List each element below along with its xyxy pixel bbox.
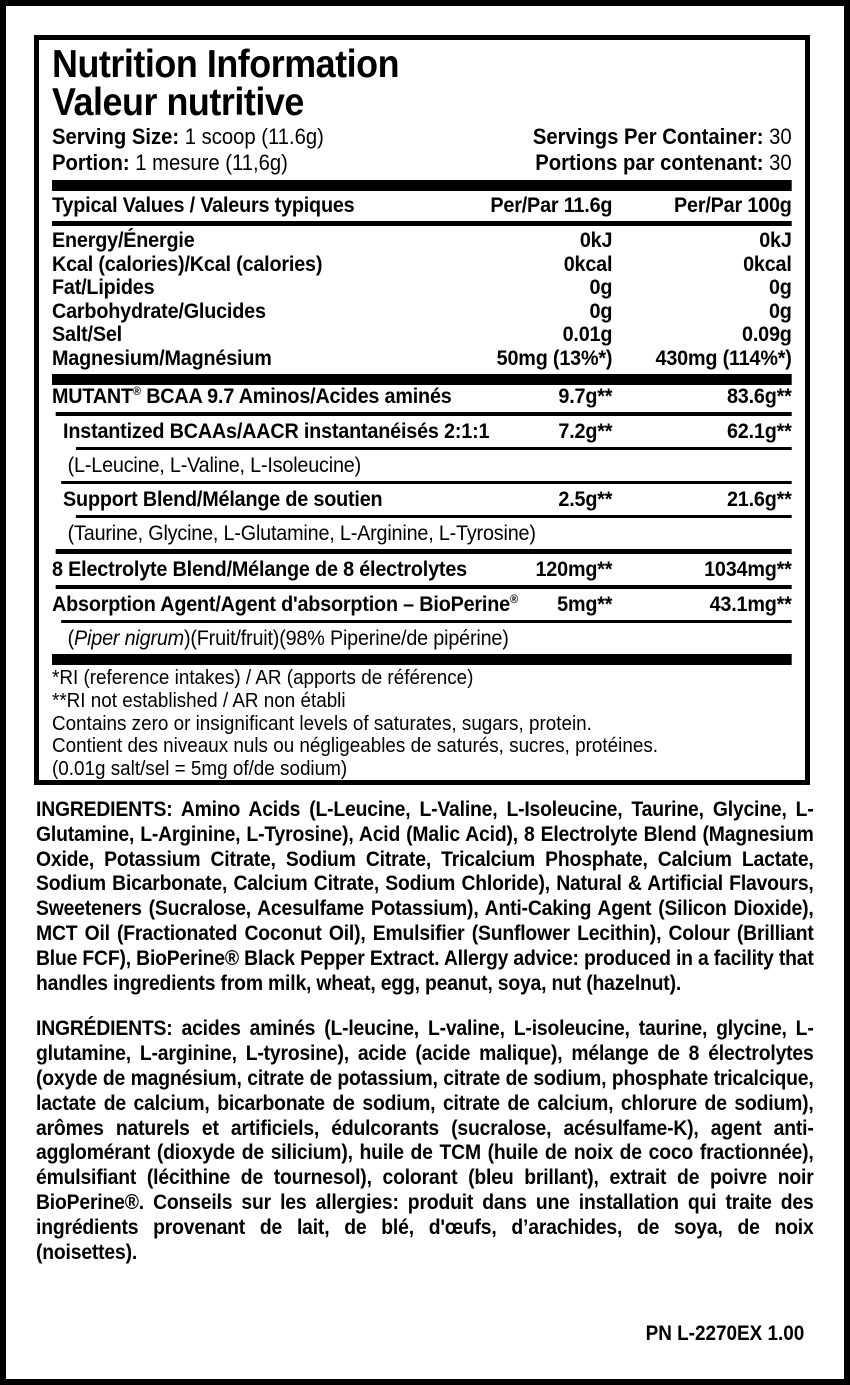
servings-per-container-line bbox=[533, 124, 792, 150]
servings-per-container-value: 30 bbox=[769, 124, 792, 149]
row-divider bbox=[76, 447, 792, 450]
footnote-salt-sodium: (0.01g salt/sel = 5mg of/de sodium) bbox=[52, 757, 348, 781]
panel-title-en: Nutrition Information bbox=[52, 43, 400, 86]
serving-info bbox=[52, 124, 792, 176]
portions-par-contenant-label: Portions par contenant: bbox=[535, 150, 764, 175]
table-row-instantized-bcaas: Instantized BCAAs/AACR instantanéisés 2:1:1 7.2g** 62.1g** bbox=[63, 419, 792, 443]
serving-size-line bbox=[52, 124, 324, 150]
table-row-mutant-bcaa: MUTANT® BCAA 9.7 Aminos/Acides aminés 9.7g** 83.6g** bbox=[52, 384, 792, 408]
table-row-support-components: (Taurine, Glycine, L-Glutamine, L-Arginine, L-Tyrosine) bbox=[67, 521, 536, 545]
table-row-bcaa-components: (L-Leucine, L-Valine, L-Isoleucine) bbox=[67, 453, 362, 477]
ingredients-section-en bbox=[36, 797, 814, 995]
section-divider-bar bbox=[52, 180, 792, 191]
nutrition-facts-panel bbox=[34, 35, 810, 785]
portion-label: Portion: bbox=[52, 150, 130, 175]
serving-size-label: Serving Size: bbox=[52, 124, 180, 149]
table-header-col2: Per/Par 100g bbox=[674, 193, 792, 217]
part-number: PN L-2270EX 1.00 bbox=[645, 1322, 804, 1345]
row-divider bbox=[61, 481, 791, 484]
row-divider bbox=[61, 620, 791, 623]
registered-mark: ® bbox=[509, 592, 518, 606]
portion-value: 1 mesure (11,6g) bbox=[135, 150, 288, 175]
table-header-row bbox=[52, 192, 792, 219]
section-divider-bar bbox=[52, 654, 792, 665]
serving-size-value: 1 scoop (11.6g) bbox=[184, 124, 324, 149]
servings-per-container-label: Servings Per Container: bbox=[532, 124, 764, 149]
row-divider bbox=[76, 515, 792, 518]
panel-title-fr: Valeur nutritive bbox=[52, 81, 304, 124]
table-row-carbohydrate: Carbohydrate/Glucides 0g 0g bbox=[52, 298, 792, 323]
piper-nigrum-italic: Piper nigrum bbox=[74, 626, 184, 650]
row-divider bbox=[56, 585, 792, 589]
ingredients-paragraph-fr: INGRÉDIENTS: acides aminés (L-leucine, L-valine, L-isoleucine, taurine, glycine, L-glutamine, L-arginine, L-tyrosine), acide (acide malique), mélange de 8 électrolytes (oxyde de magnésium, citrate de potassium, citrate de sodium, phosphate tricalcique, lactate de calcium, bicarbonate de sodium, citrate de calcium, chlorure de sodium), arômes naturels et artificiels, édulcorants (sucralose, acésulfame-K), agent anti-agglomérant (dioxyde de silicium), huile de TCM (huile de noix de coco fractionnée), émulsifiant (lécithine de tournesol), colorant (bleu brillant), extrait de poivre noir BioPerine®. Conseils sur les allergies: produit dans une installation qui traite des ingrédients provenant de lait, de blé, d'œufs, d’arachides, de soya, de noix (noisettes). bbox=[36, 1016, 814, 1264]
header-divider-bar bbox=[52, 221, 792, 226]
panel-title bbox=[52, 43, 792, 124]
table-row-kcal: Kcal (calories)/Kcal (calories) 0kcal 0kcal bbox=[52, 251, 792, 276]
portions-par-contenant-line bbox=[533, 150, 792, 176]
table-row-bioperine-components: (Piper nigrum)(Fruit/fruit)(98% Piperine/de pipérine) bbox=[67, 626, 509, 650]
table-row-salt: Salt/Sel 0.01g 0.09g bbox=[52, 322, 792, 346]
table-row-fat: Fat/Lipides 0g 0g bbox=[52, 275, 792, 299]
footnote-contains-en: Contains zero or insignificant levels of saturates, sugars, protein. bbox=[52, 711, 592, 735]
table-row-magnesium: Magnesium/Magnésium 50mg (13%*) 430mg (114%*) bbox=[52, 345, 792, 370]
ingredients-paragraph-en: INGREDIENTS: Amino Acids (L-Leucine, L-Valine, L-Isoleucine, Taurine, Glycine, L-Glutamine, L-Arginine, L-Tyrosine), Acid (Malic Acid), 8 Electrolyte Blend (Magnesium Oxide, Potassium Citrate, Sodium Citrate, Tricalcium Phosphate, Calcium Lactate, Sodium Bicarbonate, Calcium Citrate, Sodium Chloride), Natural & Artificial Flavours, Sweeteners (Sucralose, Acesulfame Potassium), Anti-Caking Agent (Silicon Dioxide), MCT Oil (Fractionated Coconut Oil), Emulsifier (Sunflower Lecithin), Colour (Brilliant Blue FCF), BioPerine® Black Pepper Extract. Allergy advice: produced in a facility that handles ingredients from milk, wheat, egg, peanut, soya, nut (hazelnut). bbox=[36, 797, 814, 995]
panel-content bbox=[52, 43, 792, 781]
row-divider bbox=[56, 412, 792, 416]
nutrient-rows bbox=[52, 229, 792, 370]
footnote-ri: *RI (reference intakes) / AR (apports de référence) bbox=[52, 666, 474, 689]
footnote-contains-fr: Contient des niveaux nuls ou négligeables de saturés, sucres, protéines. bbox=[52, 734, 658, 758]
table-row-electrolyte-blend: 8 Electrolyte Blend/Mélange de 8 électrolytes 120mg** 1034mg** bbox=[52, 557, 792, 581]
row-divider bbox=[56, 549, 792, 554]
table-row-energy: Energy/Énergie 0kJ 0kJ bbox=[52, 228, 792, 252]
footnotes bbox=[52, 667, 792, 781]
footnote-ri-not-established: **RI not established / AR non établi bbox=[52, 688, 346, 712]
portions-par-contenant-value: 30 bbox=[769, 150, 792, 175]
table-header-col0: Typical Values / Valeurs typiques bbox=[52, 193, 355, 217]
table-row-support-blend: Support Blend/Mélange de soutien 2.5g** 21.6g** bbox=[63, 487, 792, 511]
portion-line bbox=[52, 150, 324, 176]
registered-mark: ® bbox=[132, 384, 141, 398]
table-row-absorption-agent: Absorption Agent/Agent d'absorption – BioPerine® 5mg** 43.1mg** bbox=[52, 592, 792, 616]
table-header-col1: Per/Par 11.6g bbox=[490, 193, 613, 217]
serving-size-block bbox=[52, 124, 324, 176]
ingredients-section-fr bbox=[36, 1016, 814, 1264]
servings-per-container-block bbox=[533, 124, 792, 176]
